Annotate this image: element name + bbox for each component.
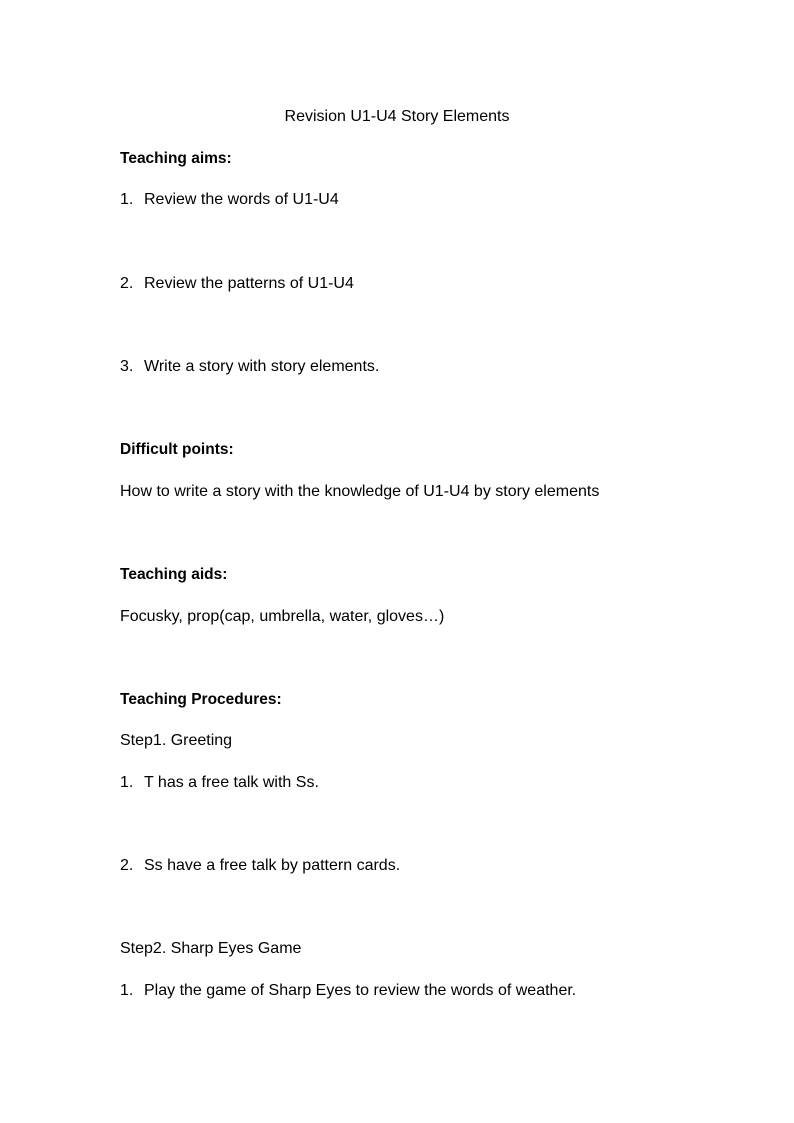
teaching-aims-heading: Teaching aims: [120, 150, 232, 167]
step-1-item-1-number: 1. [120, 774, 134, 791]
step-1-item-2-number: 2. [120, 857, 134, 874]
step-1-item-2-text: Ss have a free talk by pattern cards. [144, 857, 401, 874]
step-2-item-1-number: 1. [120, 982, 134, 999]
step-1-item-1-text: T has a free talk with Ss. [144, 774, 319, 791]
teaching-procedures-heading: Teaching Procedures: [120, 691, 282, 708]
difficult-points-heading: Difficult points: [120, 441, 234, 458]
teaching-aids-text: Focusky, prop(cap, umbrella, water, gloves…) [120, 608, 445, 625]
aim-item-2 [120, 274, 354, 294]
aim-item-1 [120, 190, 339, 210]
step-2-item-1-text: Play the game of Sharp Eyes to review the words of weather. [144, 982, 577, 999]
aim-item-1-number: 1. [120, 191, 134, 208]
aim-item-3-text: Write a story with story elements. [144, 358, 380, 375]
step-2-title: Step2. Sharp Eyes Game [120, 940, 302, 957]
aim-item-3 [120, 357, 379, 377]
step-1-item-1 [120, 773, 319, 793]
teaching-aids-heading: Teaching aids: [120, 566, 228, 583]
aim-item-2-text: Review the patterns of U1-U4 [144, 275, 354, 292]
step-2-item-1 [120, 981, 576, 1001]
aim-item-2-number: 2. [120, 275, 134, 292]
step-1-item-2 [120, 856, 400, 876]
difficult-points-text: How to write a story with the knowledge of U1-U4 by story elements [120, 483, 600, 500]
aim-item-1-text: Review the words of U1-U4 [144, 191, 339, 208]
aim-item-3-number: 3. [120, 358, 134, 375]
document-title: Revision U1-U4 Story Elements [284, 108, 510, 125]
step-1-title: Step1. Greeting [120, 732, 233, 749]
